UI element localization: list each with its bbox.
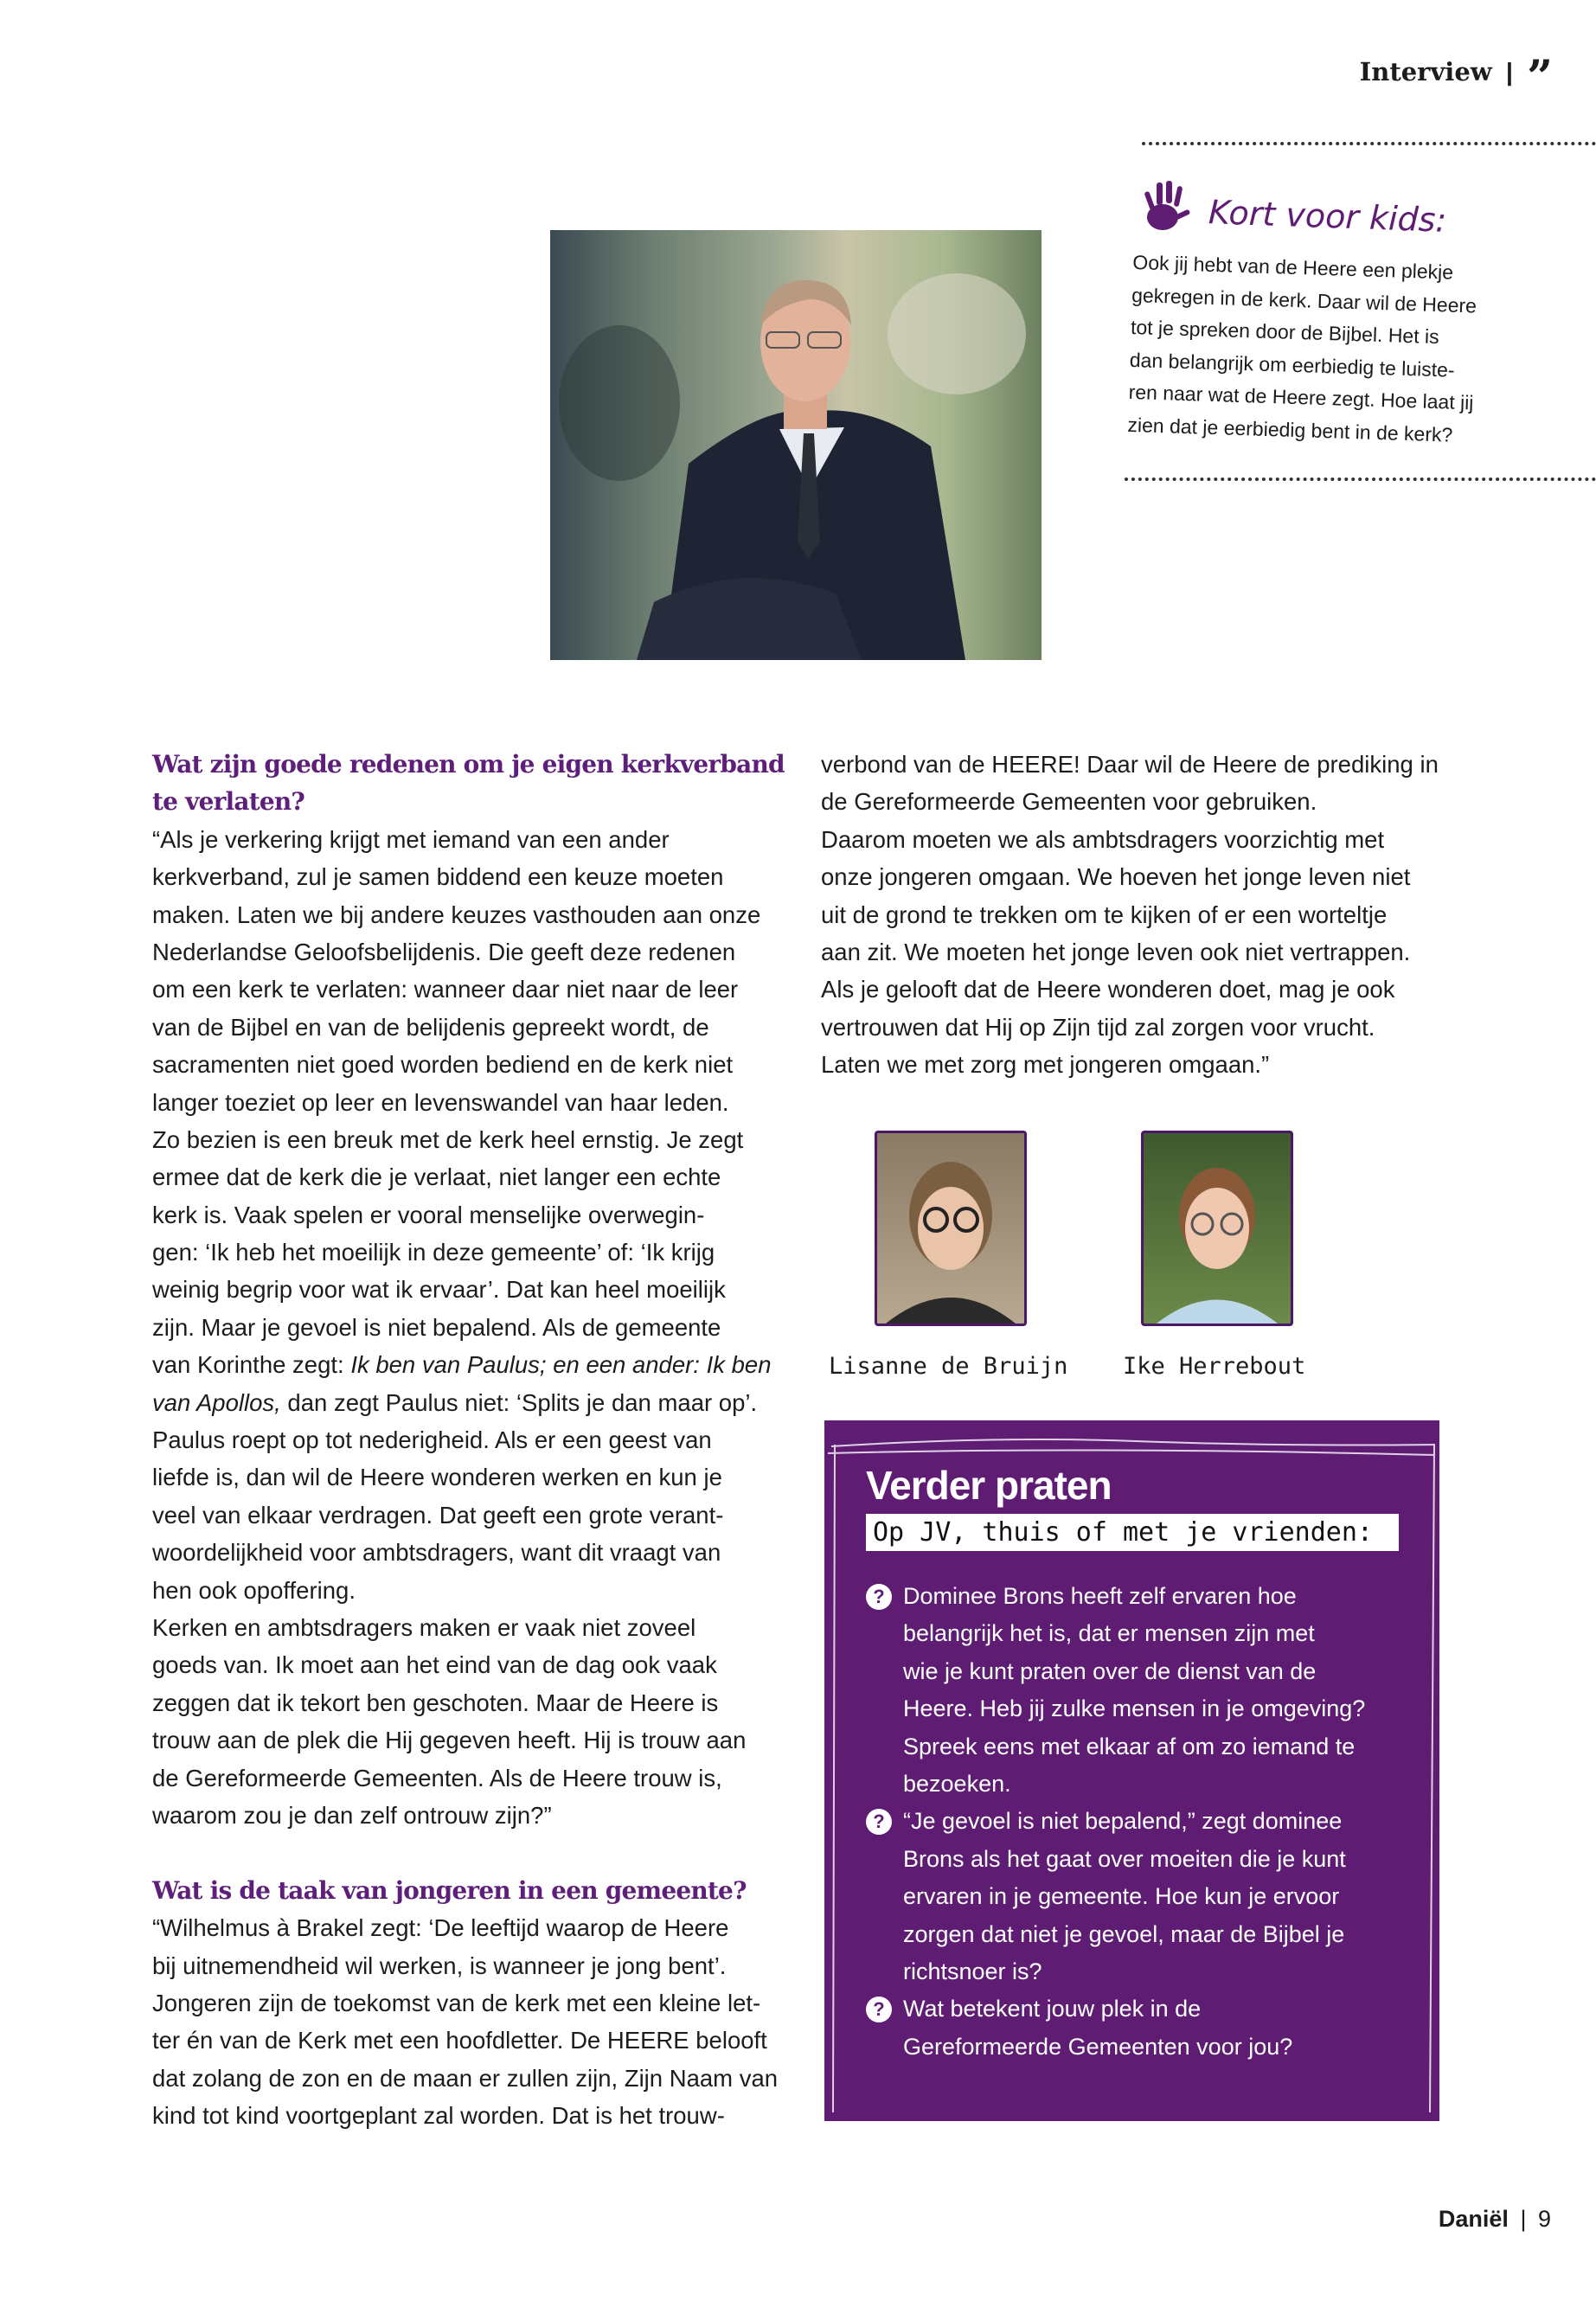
- text-segment: goeds van. Ik moet aan het eind van de dag ook vaak: [152, 1651, 717, 1679]
- text-line: [152, 1947, 785, 1984]
- question-line: wie je kunt praten over de dienst van de: [903, 1657, 1317, 1684]
- text-segment: weinig begrip voor wat ik ervaar’. Dat kan heel moeilijk: [152, 1276, 726, 1304]
- text-segment: “Wilhelmus à Brakel zegt: ‘De leeftijd waarop de Heere: [152, 1914, 729, 1942]
- text-line: [152, 1046, 785, 1083]
- text-segment: ter én van de Kerk met een hoofdletter. De HEERE belooft: [152, 2027, 767, 2054]
- page-number: 9: [1537, 2206, 1551, 2232]
- question-line: richtsnoer is?: [903, 1958, 1042, 1985]
- text-line: [152, 1084, 785, 1121]
- section-heading: [152, 1872, 785, 1909]
- kids-text-line: gekregen in de kerk. Daar wil de Heere: [1131, 283, 1477, 317]
- header-separator: |: [1505, 59, 1513, 87]
- portrait-lisanne: [875, 1131, 1027, 1326]
- text-segment: langer toeziet op leer en levenswandel van haar leden.: [152, 1088, 729, 1116]
- text-line: [152, 896, 785, 933]
- kids-text: [1127, 247, 1478, 452]
- text-line: [152, 1234, 785, 1271]
- text-line: [152, 1384, 785, 1421]
- question-line: Brons als het gaat over moeiten die je kunt: [903, 1845, 1346, 1872]
- box-subtitle: Op JV, thuis of met je vrienden:: [866, 1514, 1399, 1551]
- text-line: [152, 1458, 785, 1496]
- text-segment: de Gereformeerde Gemeenten voor gebruiken.: [821, 788, 1317, 816]
- text-segment: te verlaten?: [152, 787, 305, 817]
- text-line: [152, 1421, 785, 1458]
- text-segment: van Korinthe zegt:: [152, 1351, 351, 1379]
- section-heading: [152, 746, 785, 783]
- portrait-name: Ike Herrebout: [1123, 1353, 1306, 1380]
- question-bubble-icon: ?: [866, 1809, 892, 1835]
- text-line: [152, 1009, 785, 1046]
- text-segment: aan zit. We moeten het jonge leven ook niet vertrappen.: [821, 938, 1411, 965]
- text-segment: de Gereformeerde Gemeenten. Als de Heere trouw is,: [152, 1764, 722, 1791]
- page-header: [1359, 51, 1553, 104]
- verder-praten-box: [824, 1420, 1439, 2121]
- kids-text-line: dan belangrijk om eerbiedig te luiste-: [1129, 348, 1456, 381]
- text-line: [821, 896, 1439, 933]
- text-segment: sacramenten niet goed worden bediend en de kerk niet: [152, 1051, 734, 1079]
- question-line: “Je gevoel is niet bepalend,” zegt dominee: [903, 1808, 1343, 1835]
- portrait-ike: [1141, 1131, 1293, 1326]
- question-bubble-icon: ?: [866, 1997, 892, 2022]
- text-segment: uit de grond te trekken om te kijken of er een worteltje: [821, 901, 1388, 928]
- question-line: bezoeken.: [903, 1771, 1011, 1798]
- text-segment: “Als je verkering krijgt met iemand van een ander: [152, 825, 670, 853]
- kids-title: Kort voor kids:: [1208, 193, 1448, 240]
- quote-icon: ”: [1527, 51, 1553, 104]
- section-label: Interview: [1359, 57, 1492, 87]
- text-line: [152, 2060, 785, 2097]
- text-line: [152, 1346, 785, 1383]
- italic-quote: van Apollos,: [152, 1388, 281, 1416]
- text-line: [152, 858, 785, 895]
- question-line: Spreek eens met elkaar af om zo iemand te: [903, 1733, 1356, 1759]
- kids-text-line: tot je spreken door de Bijbel. Het is: [1130, 315, 1440, 349]
- text-segment: Daarom moeten we als ambtsdragers voorzichtig met: [821, 825, 1385, 853]
- question-line: belangrijk het is, dat er mensen zijn met: [903, 1620, 1315, 1647]
- kids-top-divider: [1142, 142, 1596, 145]
- text-segment: maken. Laten we bij andere keuzes vasthouden aan onze: [152, 901, 761, 928]
- portrait-name: Lisanne de Bruijn: [829, 1353, 1068, 1380]
- text-segment: woordelijkheid voor ambtsdragers, want dit vraagt van: [152, 1539, 721, 1567]
- text-segment: Laten we met zorg met jongeren omgaan.”: [821, 1051, 1270, 1079]
- discussion-question: [903, 1578, 1365, 1803]
- text-line: [821, 971, 1439, 1008]
- question-line: Wat betekent jouw plek in de: [903, 1996, 1202, 2022]
- text-segment: ermee dat de kerk die je verlaat, niet langer een echte: [152, 1163, 721, 1191]
- text-segment: Jongeren zijn de toekomst van de kerk met een kleine let-: [152, 1989, 761, 2016]
- text-line: [152, 1759, 785, 1797]
- text-line: [152, 1158, 785, 1195]
- text-line: [821, 821, 1439, 858]
- text-segment: zijn. Maar je gevoel is niet bepalend. Als de gemeente: [152, 1313, 721, 1341]
- text-line: [152, 1572, 785, 1609]
- question-line: Heere. Heb jij zulke mensen in je omgeving?: [903, 1695, 1366, 1722]
- question-line: zorgen dat niet je gevoel, maar de Bijbel je: [903, 1920, 1345, 1947]
- interview-photo: [550, 230, 1042, 660]
- text-line: [152, 1196, 785, 1234]
- text-segment: Nederlandse Geloofsbelijdenis. Die geeft deze redenen: [152, 938, 736, 965]
- text-line: [152, 1909, 785, 1946]
- text-segment: hen ook opoffering.: [152, 1576, 356, 1604]
- text-segment: Wat is de taak van jongeren in een gemeente?: [152, 1875, 747, 1905]
- text-line: [152, 1684, 785, 1721]
- kids-text-line: Ook jij hebt van de Heere een plekje: [1132, 250, 1454, 284]
- discussion-question: [903, 1803, 1346, 1990]
- text-line: [152, 1646, 785, 1683]
- text-segment: verbond van de HEERE! Daar wil de Heere de prediking in: [821, 751, 1439, 778]
- text-line: [152, 933, 785, 971]
- text-line: [152, 1534, 785, 1571]
- question-line: Gereformeerde Gemeenten voor jou?: [903, 2033, 1293, 2060]
- text-segment: dan zegt Paulus niet: ‘Splits je dan maar op’.: [280, 1388, 758, 1416]
- text-segment: waarom zou je dan zelf ontrouw zijn?”: [152, 1801, 552, 1829]
- text-segment: Wat zijn goede redenen om je eigen kerkverband: [152, 750, 785, 779]
- text-segment: vertrouwen dat Hij op Zijn tijd zal zorgen voor vrucht.: [821, 1013, 1375, 1041]
- text-line: [821, 783, 1439, 820]
- text-segment: bij uitnemendheid wil werken, is wanneer je jong bent’.: [152, 1952, 727, 1979]
- text-segment: Zo bezien is een breuk met de kerk heel ernstig. Je zegt: [152, 1125, 744, 1153]
- text-line: [152, 1121, 785, 1158]
- question-line: Dominee Brons heeft zelf ervaren hoe: [903, 1583, 1297, 1609]
- text-segment: kerk is. Vaak spelen er vooral menselijke overwegin-: [152, 1201, 705, 1228]
- text-segment: veel van elkaar verdragen. Dat geeft een grote verant-: [152, 1501, 724, 1529]
- left-column: [152, 746, 785, 2134]
- box-title: Verder praten: [866, 1463, 1112, 1508]
- spacer: [152, 1834, 785, 1871]
- text-line: [821, 1009, 1439, 1046]
- text-segment: liefde is, dan wil de Heere wonderen werken en kun je: [152, 1464, 722, 1491]
- text-segment: trouw aan de plek die Hij gegeven heeft. Hij is trouw aan: [152, 1727, 747, 1754]
- text-line: [152, 1309, 785, 1346]
- text-segment: van de Bijbel en van de belijdenis gepreekt wordt, de: [152, 1013, 709, 1041]
- page-footer: [1439, 2206, 1551, 2233]
- kids-bottom-divider: [1125, 478, 1596, 481]
- discussion-question: [903, 1990, 1292, 2066]
- text-line: [152, 1271, 785, 1308]
- text-line: [152, 821, 785, 858]
- text-line: [821, 858, 1439, 895]
- text-segment: onze jongeren omgaan. We hoeven het jonge leven niet: [821, 863, 1411, 891]
- text-segment: Paulus roept op tot nederigheid. Als er een geest van: [152, 1426, 712, 1454]
- text-line: [152, 1609, 785, 1646]
- italic-quote: Ik ben van Paulus; en een ander: Ik ben: [350, 1351, 772, 1379]
- text-segment: Kerken en ambtsdragers maken er vaak niet zoveel: [152, 1613, 696, 1641]
- section-heading: [152, 783, 785, 820]
- hand-icon: [1140, 176, 1192, 240]
- text-line: [152, 1497, 785, 1534]
- text-line: [152, 971, 785, 1008]
- text-line: [152, 2097, 785, 2134]
- text-segment: zeggen dat ik tekort ben geschoten. Maar de Heere is: [152, 1689, 719, 1716]
- text-segment: dat zolang de zon en de maan er zullen zijn, Zijn Naam van: [152, 2064, 779, 2092]
- text-line: [152, 1797, 785, 1834]
- text-line: [821, 1046, 1439, 1083]
- text-line: [821, 933, 1439, 971]
- kids-text-line: ren naar wat de Heere zegt. Hoe laat jij: [1128, 380, 1474, 414]
- footer-separator: |: [1520, 2206, 1527, 2232]
- text-line: [152, 2022, 785, 2059]
- text-segment: Als je gelooft dat de Heere wonderen doet, mag je ook: [821, 976, 1395, 1003]
- right-column: [821, 746, 1439, 1084]
- text-segment: kerkverband, zul je samen biddend een keuze moeten: [152, 863, 724, 891]
- text-line: [152, 1984, 785, 2022]
- question-line: ervaren in je gemeente. Hoe kun je ervoor: [903, 1883, 1340, 1910]
- text-line: [152, 1721, 785, 1759]
- kids-text-line: zien dat je eerbiedig bent in de kerk?: [1127, 413, 1453, 446]
- text-segment: om een kerk te verlaten: wanneer daar niet naar de leer: [152, 976, 739, 1003]
- text-segment: gen: ‘Ik heb het moeilijk in deze gemeente’ of: ‘Ik krijg: [152, 1239, 715, 1266]
- question-bubble-icon: ?: [866, 1584, 892, 1610]
- text-line: [821, 746, 1439, 783]
- magazine-name: Daniël: [1438, 2206, 1509, 2232]
- text-segment: kind tot kind voortgeplant zal worden. Dat is het trouw-: [152, 2102, 725, 2130]
